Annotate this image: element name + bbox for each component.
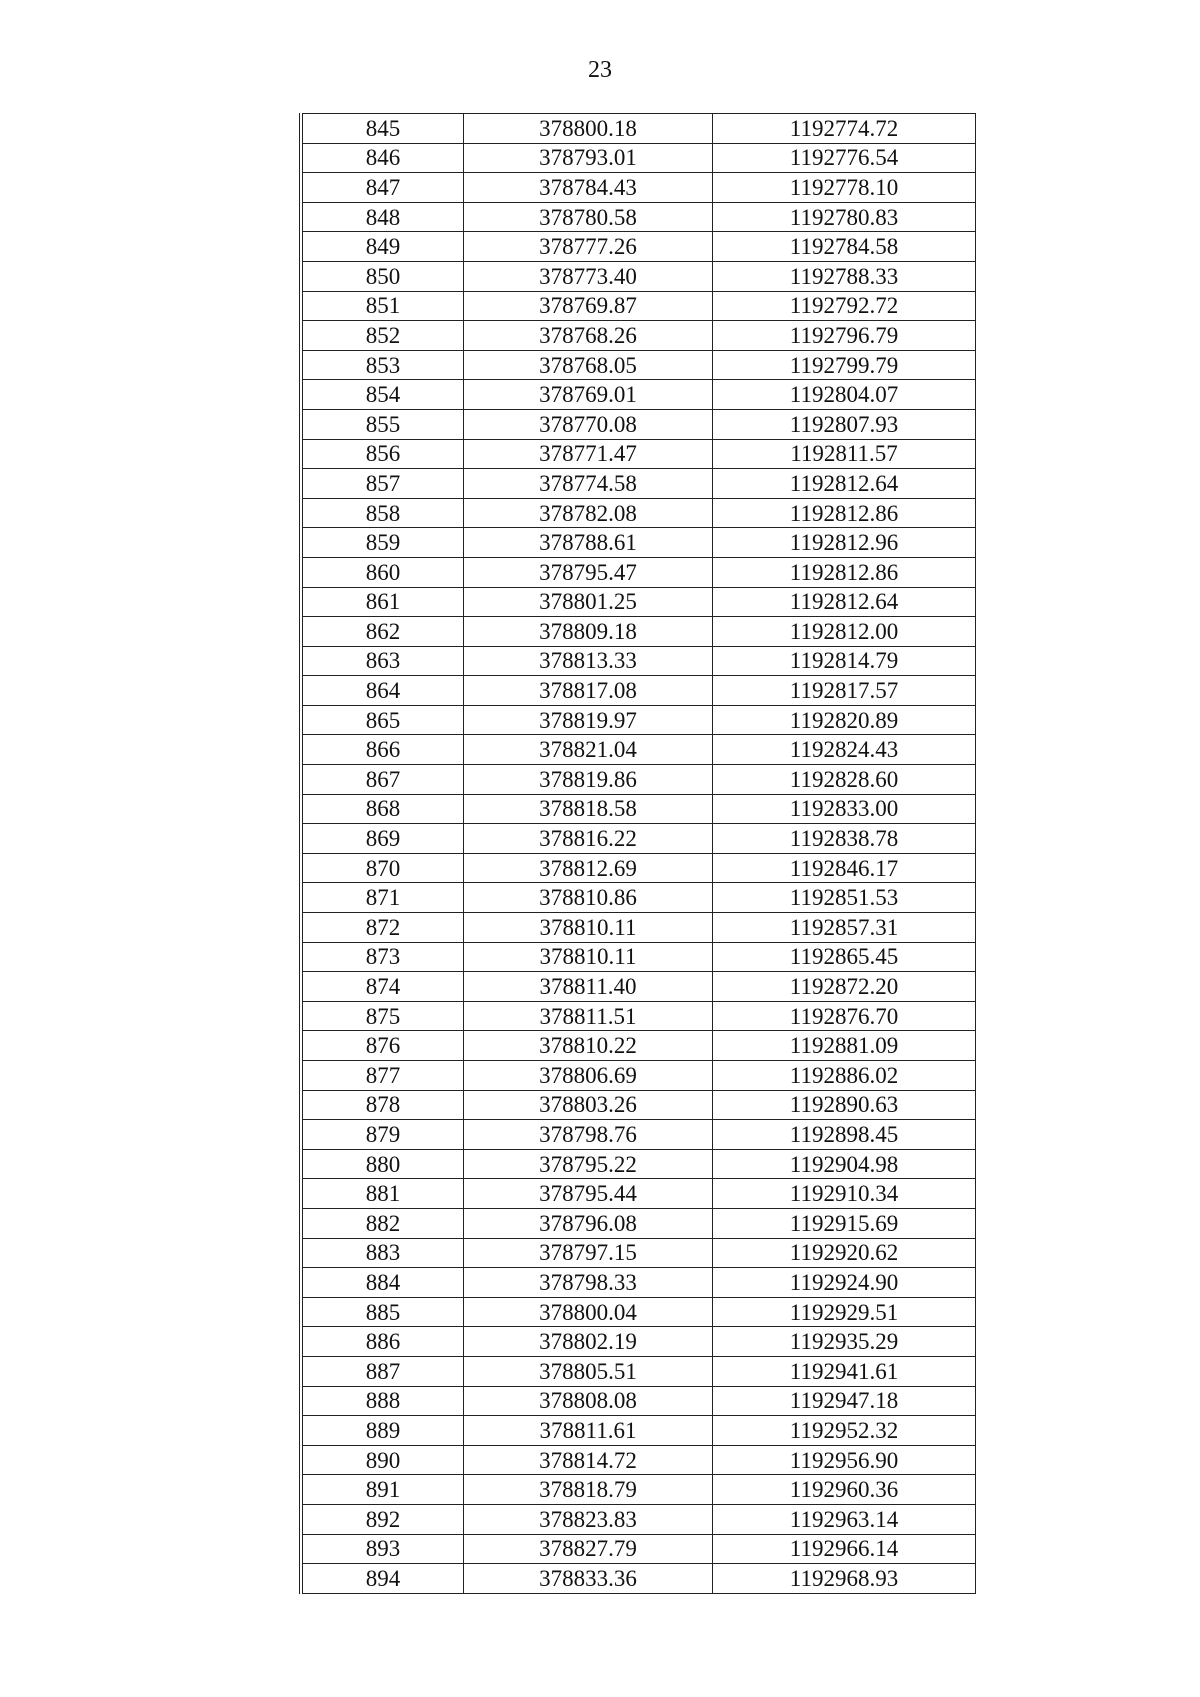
table-row	[301, 1356, 976, 1386]
x-coordinate-cell: 378769.01	[464, 380, 713, 410]
y-coordinate-cell: 1192778.10	[713, 173, 976, 203]
table-row	[301, 557, 976, 587]
table-row	[301, 528, 976, 558]
coordinates-table-body	[301, 114, 976, 1594]
point-number-cell: 886	[301, 1327, 464, 1357]
y-coordinate-cell: 1192929.51	[713, 1297, 976, 1327]
coordinates-table	[299, 113, 976, 1594]
point-number-cell: 867	[301, 765, 464, 795]
table-row	[301, 469, 976, 499]
y-coordinate-cell: 1192817.57	[713, 676, 976, 706]
x-coordinate-cell: 378806.69	[464, 1061, 713, 1091]
point-number-cell: 866	[301, 735, 464, 765]
point-number-cell: 845	[301, 114, 464, 144]
table-row	[301, 1386, 976, 1416]
x-coordinate-cell: 378800.04	[464, 1297, 713, 1327]
point-number-cell: 869	[301, 824, 464, 854]
point-number-cell: 858	[301, 498, 464, 528]
x-coordinate-cell: 378810.11	[464, 942, 713, 972]
point-number-cell: 873	[301, 942, 464, 972]
table-row	[301, 439, 976, 469]
x-coordinate-cell: 378811.61	[464, 1416, 713, 1446]
x-coordinate-cell: 378810.86	[464, 883, 713, 913]
table-row	[301, 853, 976, 883]
point-number-cell: 854	[301, 380, 464, 410]
y-coordinate-cell: 1192796.79	[713, 321, 976, 351]
table-row	[301, 1120, 976, 1150]
point-number-cell: 865	[301, 705, 464, 735]
point-number-cell: 846	[301, 143, 464, 173]
y-coordinate-cell: 1192857.31	[713, 913, 976, 943]
y-coordinate-cell: 1192963.14	[713, 1504, 976, 1534]
point-number-cell: 860	[301, 557, 464, 587]
point-number-cell: 862	[301, 617, 464, 647]
table-row	[301, 617, 976, 647]
y-coordinate-cell: 1192812.86	[713, 557, 976, 587]
table-row	[301, 1208, 976, 1238]
y-coordinate-cell: 1192804.07	[713, 380, 976, 410]
y-coordinate-cell: 1192904.98	[713, 1149, 976, 1179]
point-number-cell: 859	[301, 528, 464, 558]
point-number-cell: 894	[301, 1564, 464, 1594]
table-row	[301, 498, 976, 528]
x-coordinate-cell: 378813.33	[464, 646, 713, 676]
point-number-cell: 878	[301, 1090, 464, 1120]
x-coordinate-cell: 378777.26	[464, 232, 713, 262]
x-coordinate-cell: 378808.08	[464, 1386, 713, 1416]
x-coordinate-cell: 378827.79	[464, 1534, 713, 1564]
table-row	[301, 1001, 976, 1031]
table-row	[301, 232, 976, 262]
x-coordinate-cell: 378819.97	[464, 705, 713, 735]
y-coordinate-cell: 1192886.02	[713, 1061, 976, 1091]
table-row	[301, 1504, 976, 1534]
y-coordinate-cell: 1192851.53	[713, 883, 976, 913]
table-row	[301, 1445, 976, 1475]
y-coordinate-cell: 1192966.14	[713, 1534, 976, 1564]
y-coordinate-cell: 1192947.18	[713, 1386, 976, 1416]
table-row	[301, 202, 976, 232]
point-number-cell: 883	[301, 1238, 464, 1268]
point-number-cell: 850	[301, 261, 464, 291]
x-coordinate-cell: 378795.47	[464, 557, 713, 587]
x-coordinate-cell: 378809.18	[464, 617, 713, 647]
table-row	[301, 1475, 976, 1505]
x-coordinate-cell: 378773.40	[464, 261, 713, 291]
page-number: 23	[588, 57, 612, 83]
x-coordinate-cell: 378798.76	[464, 1120, 713, 1150]
y-coordinate-cell: 1192774.72	[713, 114, 976, 144]
y-coordinate-cell: 1192776.54	[713, 143, 976, 173]
y-coordinate-cell: 1192828.60	[713, 765, 976, 795]
table-row	[301, 143, 976, 173]
y-coordinate-cell: 1192956.90	[713, 1445, 976, 1475]
point-number-cell: 891	[301, 1475, 464, 1505]
y-coordinate-cell: 1192807.93	[713, 409, 976, 439]
x-coordinate-cell: 378800.18	[464, 114, 713, 144]
y-coordinate-cell: 1192799.79	[713, 350, 976, 380]
x-coordinate-cell: 378818.79	[464, 1475, 713, 1505]
table-row	[301, 1268, 976, 1298]
y-coordinate-cell: 1192812.64	[713, 469, 976, 499]
y-coordinate-cell: 1192780.83	[713, 202, 976, 232]
point-number-cell: 861	[301, 587, 464, 617]
y-coordinate-cell: 1192968.93	[713, 1564, 976, 1594]
y-coordinate-cell: 1192876.70	[713, 1001, 976, 1031]
table-row	[301, 913, 976, 943]
x-coordinate-cell: 378768.26	[464, 321, 713, 351]
x-coordinate-cell: 378810.22	[464, 1031, 713, 1061]
y-coordinate-cell: 1192788.33	[713, 261, 976, 291]
y-coordinate-cell: 1192890.63	[713, 1090, 976, 1120]
table-row	[301, 114, 976, 144]
table-row	[301, 350, 976, 380]
x-coordinate-cell: 378812.69	[464, 853, 713, 883]
table-row	[301, 1090, 976, 1120]
point-number-cell: 887	[301, 1356, 464, 1386]
point-number-cell: 872	[301, 913, 464, 943]
y-coordinate-cell: 1192812.96	[713, 528, 976, 558]
point-number-cell: 849	[301, 232, 464, 262]
point-number-cell: 880	[301, 1149, 464, 1179]
x-coordinate-cell: 378795.22	[464, 1149, 713, 1179]
x-coordinate-cell: 378816.22	[464, 824, 713, 854]
table-row	[301, 1031, 976, 1061]
x-coordinate-cell: 378817.08	[464, 676, 713, 706]
x-coordinate-cell: 378810.11	[464, 913, 713, 943]
x-coordinate-cell: 378788.61	[464, 528, 713, 558]
table-row	[301, 676, 976, 706]
point-number-cell: 871	[301, 883, 464, 913]
x-coordinate-cell: 378801.25	[464, 587, 713, 617]
y-coordinate-cell: 1192820.89	[713, 705, 976, 735]
y-coordinate-cell: 1192784.58	[713, 232, 976, 262]
point-number-cell: 889	[301, 1416, 464, 1446]
table-row	[301, 824, 976, 854]
point-number-cell: 857	[301, 469, 464, 499]
y-coordinate-cell: 1192915.69	[713, 1208, 976, 1238]
y-coordinate-cell: 1192838.78	[713, 824, 976, 854]
table-row	[301, 1238, 976, 1268]
y-coordinate-cell: 1192881.09	[713, 1031, 976, 1061]
y-coordinate-cell: 1192811.57	[713, 439, 976, 469]
point-number-cell: 864	[301, 676, 464, 706]
x-coordinate-cell: 378823.83	[464, 1504, 713, 1534]
x-coordinate-cell: 378833.36	[464, 1564, 713, 1594]
table-row	[301, 765, 976, 795]
x-coordinate-cell: 378782.08	[464, 498, 713, 528]
point-number-cell: 885	[301, 1297, 464, 1327]
y-coordinate-cell: 1192812.00	[713, 617, 976, 647]
x-coordinate-cell: 378768.05	[464, 350, 713, 380]
x-coordinate-cell: 378780.58	[464, 202, 713, 232]
table-row	[301, 1179, 976, 1209]
x-coordinate-cell: 378793.01	[464, 143, 713, 173]
table-row	[301, 646, 976, 676]
y-coordinate-cell: 1192792.72	[713, 291, 976, 321]
point-number-cell: 881	[301, 1179, 464, 1209]
point-number-cell: 856	[301, 439, 464, 469]
x-coordinate-cell: 378770.08	[464, 409, 713, 439]
x-coordinate-cell: 378811.51	[464, 1001, 713, 1031]
y-coordinate-cell: 1192846.17	[713, 853, 976, 883]
y-coordinate-cell: 1192935.29	[713, 1327, 976, 1357]
x-coordinate-cell: 378814.72	[464, 1445, 713, 1475]
point-number-cell: 875	[301, 1001, 464, 1031]
table-row	[301, 409, 976, 439]
point-number-cell: 847	[301, 173, 464, 203]
point-number-cell: 874	[301, 972, 464, 1002]
x-coordinate-cell: 378784.43	[464, 173, 713, 203]
table-row	[301, 1564, 976, 1594]
point-number-cell: 855	[301, 409, 464, 439]
x-coordinate-cell: 378796.08	[464, 1208, 713, 1238]
x-coordinate-cell: 378769.87	[464, 291, 713, 321]
x-coordinate-cell: 378819.86	[464, 765, 713, 795]
x-coordinate-cell: 378802.19	[464, 1327, 713, 1357]
point-number-cell: 892	[301, 1504, 464, 1534]
y-coordinate-cell: 1192824.43	[713, 735, 976, 765]
table-row	[301, 1297, 976, 1327]
y-coordinate-cell: 1192872.20	[713, 972, 976, 1002]
table-row	[301, 794, 976, 824]
y-coordinate-cell: 1192941.61	[713, 1356, 976, 1386]
table-row	[301, 1149, 976, 1179]
x-coordinate-cell: 378821.04	[464, 735, 713, 765]
y-coordinate-cell: 1192865.45	[713, 942, 976, 972]
x-coordinate-cell: 378798.33	[464, 1268, 713, 1298]
table-row	[301, 380, 976, 410]
point-number-cell: 852	[301, 321, 464, 351]
table-row	[301, 173, 976, 203]
y-coordinate-cell: 1192812.86	[713, 498, 976, 528]
table-row	[301, 261, 976, 291]
x-coordinate-cell: 378818.58	[464, 794, 713, 824]
point-number-cell: 876	[301, 1031, 464, 1061]
y-coordinate-cell: 1192814.79	[713, 646, 976, 676]
y-coordinate-cell: 1192910.34	[713, 1179, 976, 1209]
x-coordinate-cell: 378771.47	[464, 439, 713, 469]
point-number-cell: 890	[301, 1445, 464, 1475]
point-number-cell: 884	[301, 1268, 464, 1298]
table-row	[301, 972, 976, 1002]
point-number-cell: 877	[301, 1061, 464, 1091]
point-number-cell: 848	[301, 202, 464, 232]
y-coordinate-cell: 1192960.36	[713, 1475, 976, 1505]
x-coordinate-cell: 378803.26	[464, 1090, 713, 1120]
x-coordinate-cell: 378811.40	[464, 972, 713, 1002]
point-number-cell: 863	[301, 646, 464, 676]
y-coordinate-cell: 1192952.32	[713, 1416, 976, 1446]
y-coordinate-cell: 1192833.00	[713, 794, 976, 824]
point-number-cell: 893	[301, 1534, 464, 1564]
point-number-cell: 882	[301, 1208, 464, 1238]
table-row	[301, 291, 976, 321]
point-number-cell: 870	[301, 853, 464, 883]
table-row	[301, 735, 976, 765]
point-number-cell: 868	[301, 794, 464, 824]
table-row	[301, 942, 976, 972]
point-number-cell: 853	[301, 350, 464, 380]
table-row	[301, 1327, 976, 1357]
table-row	[301, 705, 976, 735]
y-coordinate-cell: 1192812.64	[713, 587, 976, 617]
table-row	[301, 1416, 976, 1446]
point-number-cell: 888	[301, 1386, 464, 1416]
x-coordinate-cell: 378805.51	[464, 1356, 713, 1386]
x-coordinate-cell: 378795.44	[464, 1179, 713, 1209]
point-number-cell: 879	[301, 1120, 464, 1150]
y-coordinate-cell: 1192898.45	[713, 1120, 976, 1150]
table-row	[301, 883, 976, 913]
table-row	[301, 321, 976, 351]
x-coordinate-cell: 378797.15	[464, 1238, 713, 1268]
table-row	[301, 1534, 976, 1564]
point-number-cell: 851	[301, 291, 464, 321]
y-coordinate-cell: 1192920.62	[713, 1238, 976, 1268]
x-coordinate-cell: 378774.58	[464, 469, 713, 499]
table-row	[301, 587, 976, 617]
y-coordinate-cell: 1192924.90	[713, 1268, 976, 1298]
table-row	[301, 1061, 976, 1091]
